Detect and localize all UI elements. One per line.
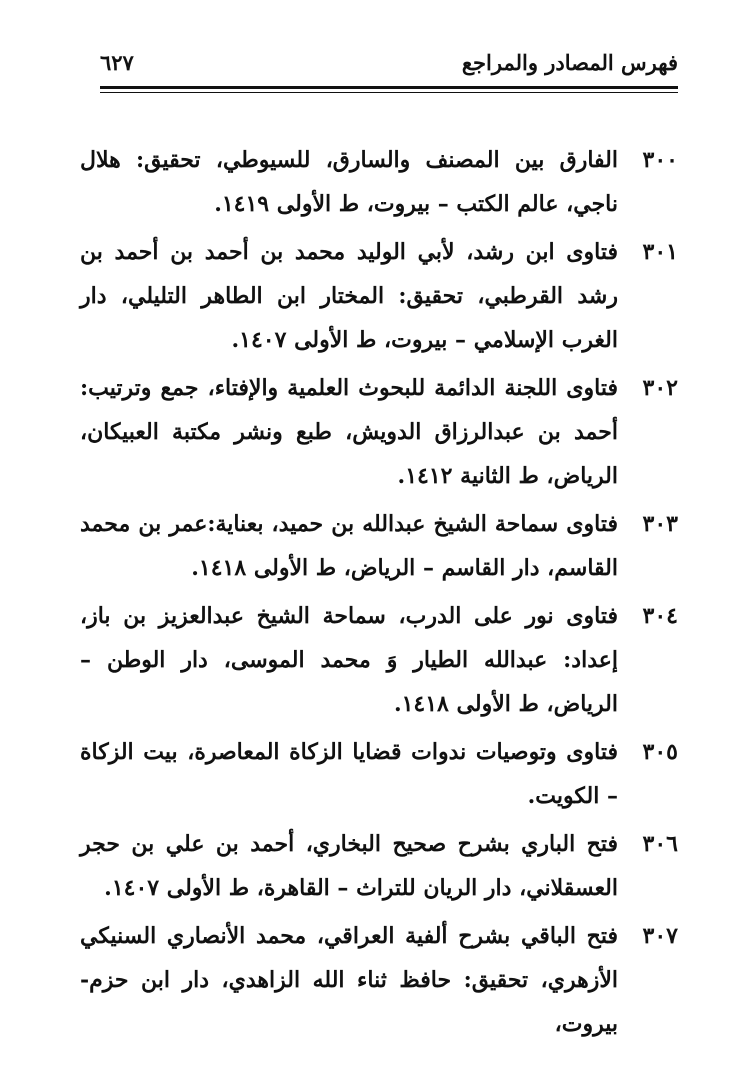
entry-number: ٣٠١	[642, 239, 678, 265]
entry-text: فتاوى ابن رشد، لأبي الوليد محمد بن أحمد بن أحمد بن رشد القرطبي، تحقيق: المختار ابن الطاهر التليلي، دار الغرب الإسلامي – بيروت، ط الأولى ١٤٠٧.	[80, 239, 618, 353]
bibliography-entry	[80, 230, 678, 362]
entry-number: ٣٠٣	[642, 511, 678, 537]
page-number: ٦٢٧	[100, 50, 134, 75]
entry-number: ٣٠٥	[642, 739, 678, 765]
entry-text: فتاوى وتوصيات ندوات قضايا الزكاة المعاصرة، بيت الزكاة – الكويت.	[80, 739, 618, 809]
entry-text: فتاوى اللجنة الدائمة للبحوث العلمية والإفتاء، جمع وترتيب: أحمد بن عبدالرزاق الدويش، طبع ونشر مكتبة العبيكان، الرياض، ط الثانية ١٤١٢.	[80, 375, 618, 489]
bibliography-entry	[80, 594, 678, 726]
entry-number: ٣٠٧	[642, 923, 678, 949]
page-header	[100, 50, 678, 90]
entry-text: فتح الباقي بشرح ألفية العراقي، محمد الأنصاري السنيكي الأزهري، تحقيق: حافظ ثناء الله الزاهدي، دار ابن حزم- بيروت،	[80, 923, 618, 1037]
entry-number: ٣٠٦	[642, 831, 678, 857]
entry-text: الفارق بين المصنف والسارق، للسيوطي، تحقيق: هلال ناجي، عالم الكتب – بيروت، ط الأولى ١٤١٩.	[80, 147, 618, 217]
entry-number: ٣٠٠	[642, 147, 678, 173]
entry-number: ٣٠٤	[642, 603, 678, 629]
bibliography-entry	[80, 914, 678, 1046]
bibliography-list	[80, 138, 678, 1050]
bibliography-entry	[80, 822, 678, 910]
header-rule-thin	[100, 92, 678, 93]
bibliography-entry	[80, 730, 678, 818]
bibliography-entry	[80, 138, 678, 226]
bibliography-entry	[80, 502, 678, 590]
running-title: فهرس المصادر والمراجع	[461, 50, 678, 75]
entry-text: فتح الباري بشرح صحيح البخاري، أحمد بن علي بن حجر العسقلاني، دار الريان للتراث – القاهرة، ط الأولى ١٤٠٧.	[80, 831, 618, 901]
header-rule-thick	[100, 86, 678, 89]
bibliography-entry	[80, 366, 678, 498]
entry-text: فتاوى سماحة الشيخ عبدالله بن حميد، بعناية:عمر بن محمد القاسم، دار القاسم – الرياض، ط الأولى ١٤١٨.	[80, 511, 618, 581]
entry-number: ٣٠٢	[642, 375, 678, 401]
entry-text: فتاوى نور على الدرب، سماحة الشيخ عبدالعزيز بن باز، إعداد: عبدالله الطيار وَ محمد الموسى، دار الوطن – الرياض، ط الأولى ١٤١٨.	[80, 603, 618, 717]
